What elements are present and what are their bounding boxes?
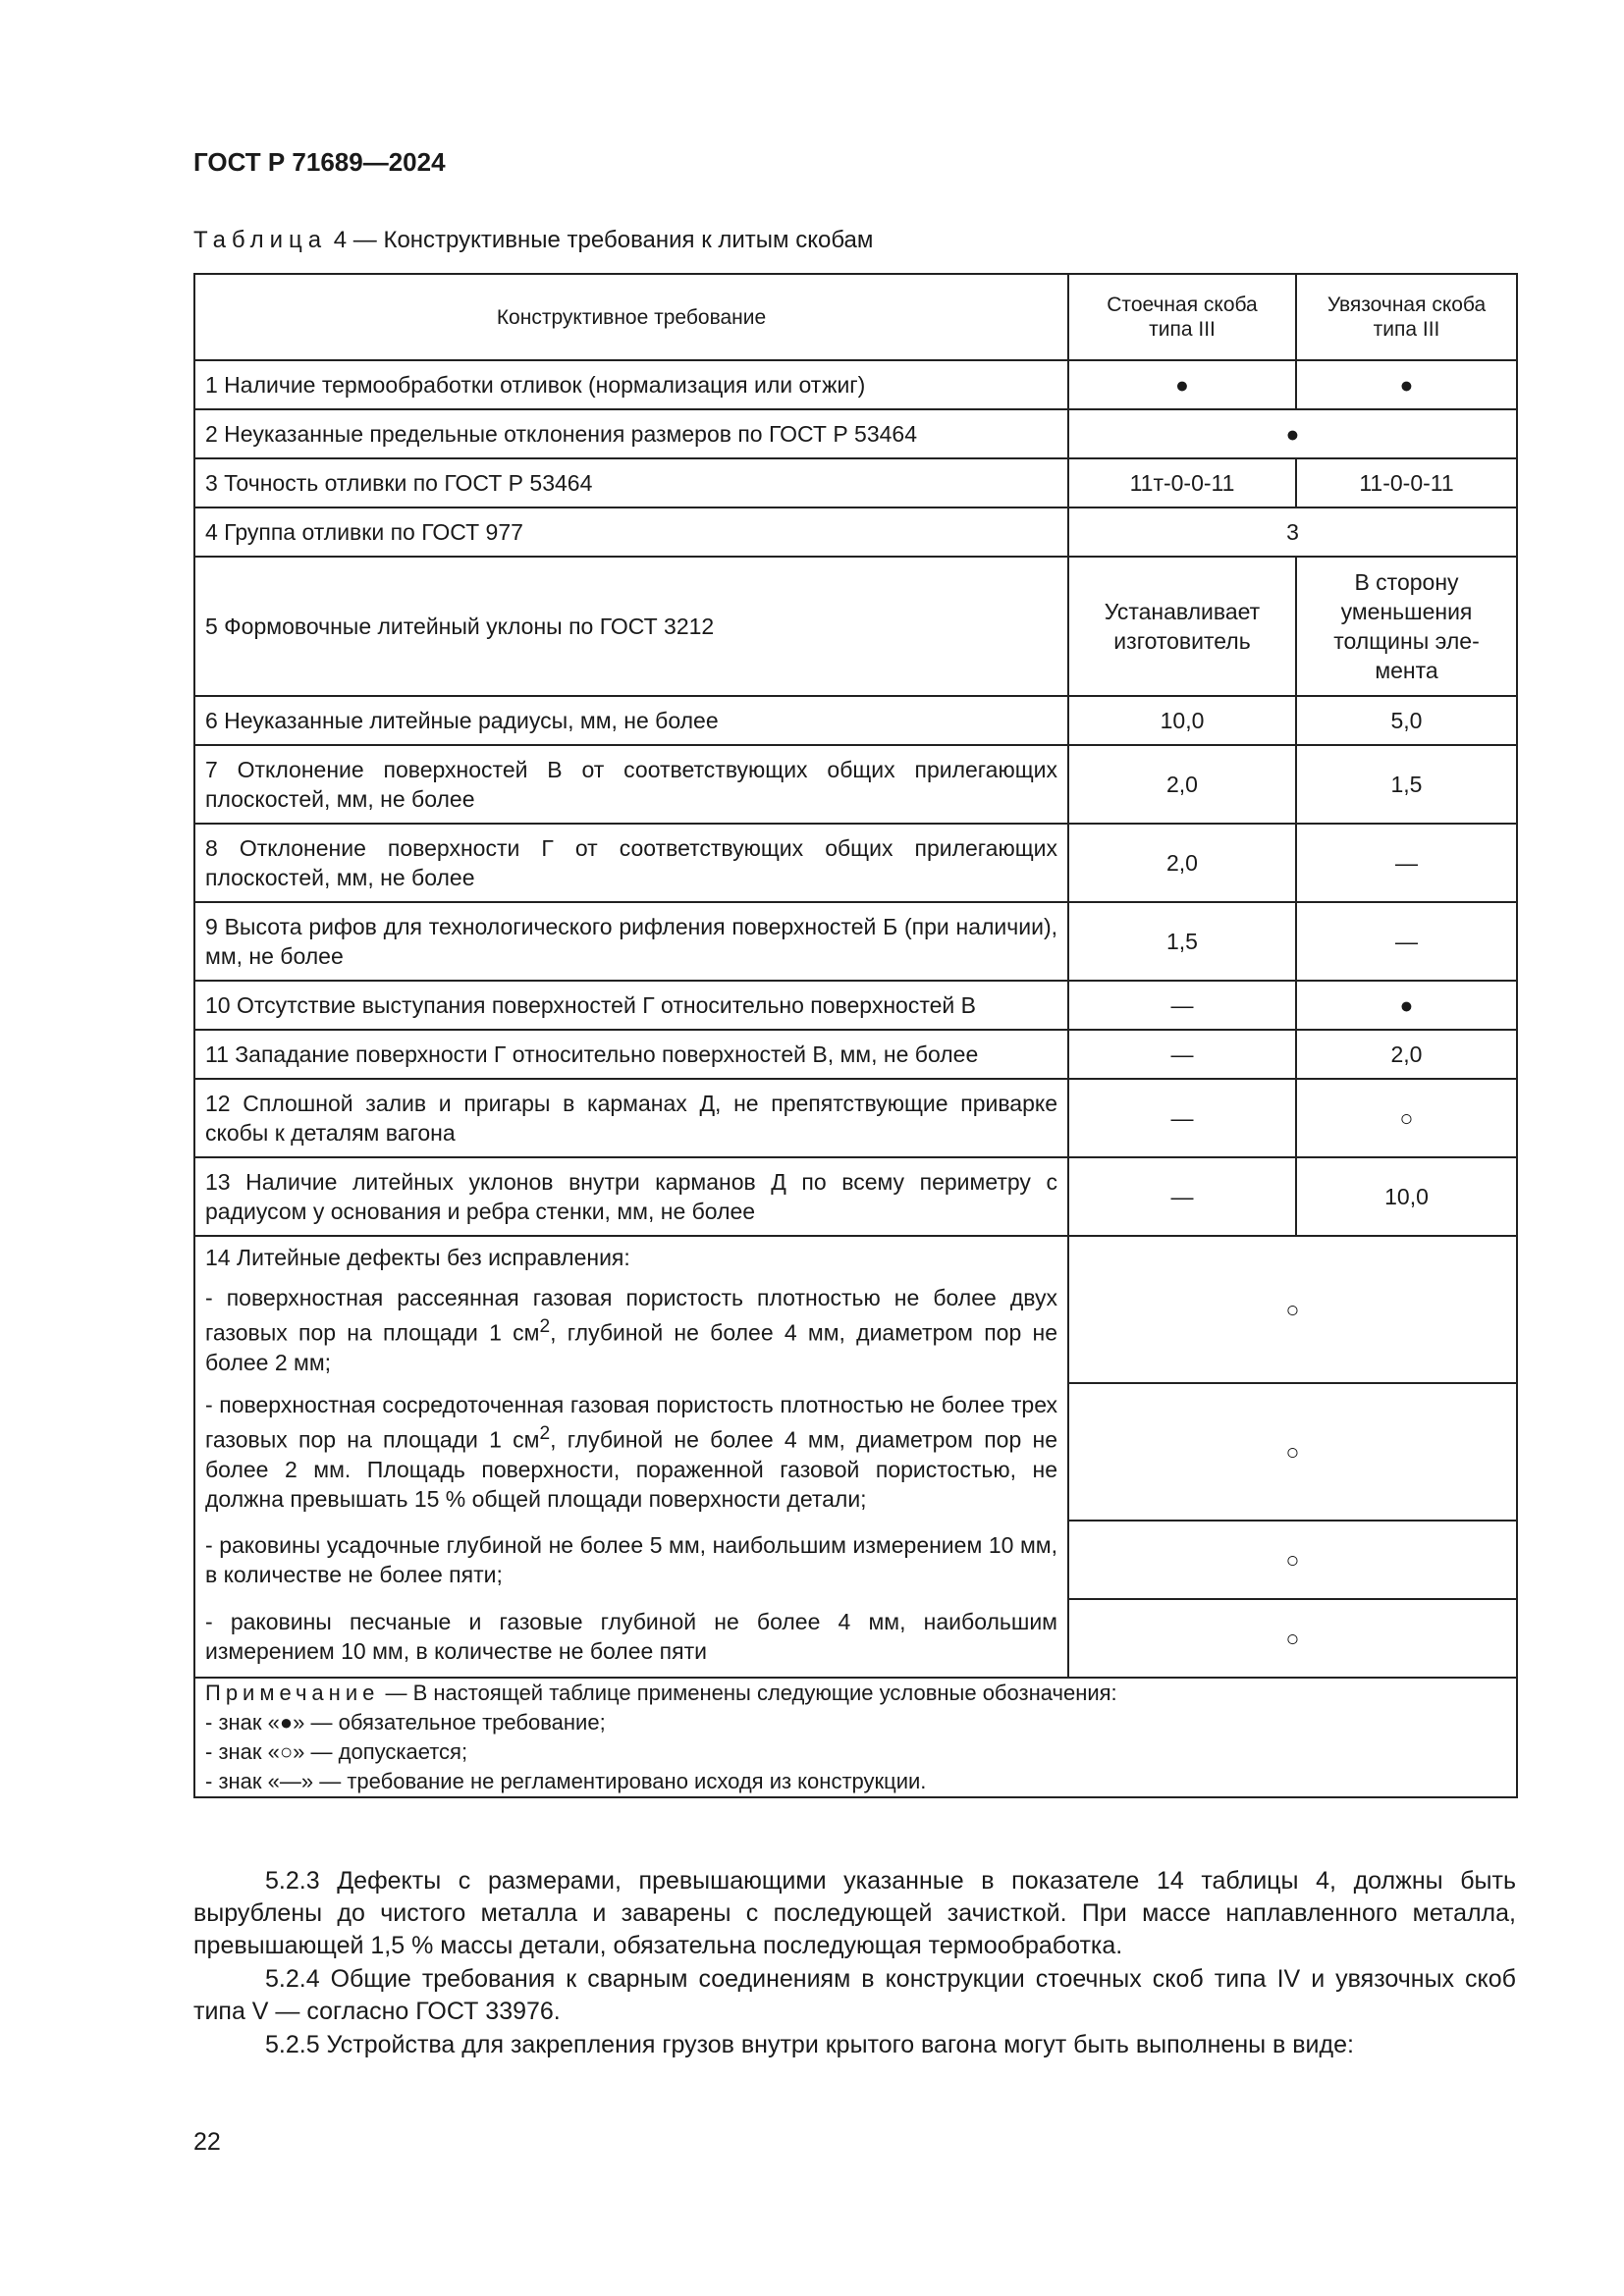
paragraph-5-2-4: 5.2.4 Общие требования к сварным соединениям в конструкции стоечных скоб типа IV и увязочных скоб типа V — согласно ГОСТ 33976. [193, 1965, 1516, 2025]
row-value-col2: — [1296, 902, 1517, 981]
row-value-merged: ● [1068, 409, 1517, 458]
table-note [194, 1678, 1517, 1797]
row14-item-4: - раковины песчаные и газовые глубиной не более 4 мм, наибольшим измерением 10 мм, в количестве не более пяти [194, 1599, 1068, 1678]
table-row [194, 409, 1517, 458]
table-row [194, 507, 1517, 557]
table-row [194, 1030, 1517, 1079]
row-value-col2: 5,0 [1296, 696, 1517, 745]
row-value-col2: — [1296, 824, 1517, 902]
row-value-col1: 10,0 [1068, 696, 1296, 745]
row-value-col1: — [1068, 1157, 1296, 1236]
table-row [194, 824, 1517, 902]
header-col2: Увязочная скоба типа III [1296, 274, 1517, 360]
requirements-table [193, 273, 1518, 1798]
row-text: 13 Наличие литейных уклонов внутри карманов Д по всему периметру с радиусом у основания и ребра стенки, мм, не более [194, 1157, 1068, 1236]
table-row [194, 1521, 1517, 1599]
row-value-merged: 3 [1068, 507, 1517, 557]
row14-value-1: ○ [1068, 1236, 1517, 1383]
paragraph-5-2-5: 5.2.5 Устройства для закрепления грузов внутри крытого вагона могут быть выполнены в виде: [265, 2031, 1354, 2058]
row-value-col1: 1,5 [1068, 902, 1296, 981]
row-value-col2: ● [1296, 360, 1517, 409]
row-text: 11 Западание поверхности Г относительно поверхностей В, мм, не более [194, 1030, 1068, 1079]
row-value-col2: 10,0 [1296, 1157, 1517, 1236]
row14-value-2: ○ [1068, 1383, 1517, 1521]
row-text: 3 Точность отливки по ГОСТ Р 53464 [194, 458, 1068, 507]
table-row [194, 458, 1517, 507]
row14-item-3: - раковины усадочные глубиной не более 5 мм, наибольшим измерением 10 мм, в количестве не более пяти; [194, 1521, 1068, 1599]
row-text: 12 Сплошной залив и пригары в карманах Д, не препятствующие приварке скобы к деталям вагона [194, 1079, 1068, 1157]
row14-item-2: - поверхностная сосредоточенная газовая пористость плотностью не более трех газовых пор на площади 1 $см^2$, глубиной не более 4 мм, диаметром пор не более 2 мм. Площадь поверхности, пораженной газовой пористостью, не должна превышать 15 % общей площади поверхности детали; [194, 1383, 1068, 1521]
note-label: Примечание [205, 1681, 380, 1705]
row-text: 2 Неуказанные предельные отклонения размеров по ГОСТ Р 53464 [194, 409, 1068, 458]
table-row [194, 360, 1517, 409]
table-caption [193, 227, 873, 254]
document-header: ГОСТ Р 71689—2024 [193, 147, 446, 177]
paragraph-5-2-3: 5.2.3 Дефекты с размерами, превышающими указанные в показателе 14 таблицы 4, должны быть вырублены до чистого металла и заварены с последующей зачисткой. При массе наплавленного металла, превышающей 1,5 % массы детали, обязательна последующая термообработка. [193, 1867, 1516, 1959]
table-row [194, 1157, 1517, 1236]
table-caption-prefix: Таблица [193, 227, 328, 253]
row-value-col1: ● [1068, 360, 1296, 409]
row-value-col1: — [1068, 1079, 1296, 1157]
row-text: 7 Отклонение поверхностей В от соответствующих общих прилегающих плоскостей, мм, не более [194, 745, 1068, 824]
row-value-col1: — [1068, 1030, 1296, 1079]
note-line: - знак «—» — требование не регламентировано исходя из конструкции. [205, 1769, 927, 1793]
row-text: 4 Группа отливки по ГОСТ 977 [194, 507, 1068, 557]
row-text: 5 Формовочные литейный уклоны по ГОСТ 3212 [194, 557, 1068, 696]
page-number: 22 [193, 2128, 221, 2156]
row-value-col1: 2,0 [1068, 824, 1296, 902]
row14-title: 14 Литейные дефекты без исправления: [194, 1236, 1068, 1277]
table-row [194, 1383, 1517, 1521]
note-intro: — В настоящей таблице применены следующие условные обозначения: [379, 1681, 1117, 1705]
row-value-col2: 1,5 [1296, 745, 1517, 824]
row-value-col2: 11-0-0-11 [1296, 458, 1517, 507]
note-line: - знак «●» — обязательное требование; [205, 1710, 606, 1735]
row-value-col1: 2,0 [1068, 745, 1296, 824]
row-value-col1: 11т-0-0-11 [1068, 458, 1296, 507]
header-col1: Стоечная скоба типа III [1068, 274, 1296, 360]
note-line: - знак «○» — допускается; [205, 1739, 468, 1764]
row-text: 8 Отклонение поверхности Г от соответствующих общих прилегающих плоскостей, мм, не более [194, 824, 1068, 902]
row14-item-1: - поверхностная рассеянная газовая пористость плотностью не более двух газовых пор на площади 1 $см^2$, глубиной не более 4 мм, диаметром пор не более 2 мм; [194, 1277, 1068, 1383]
row-value-col2: ● [1296, 981, 1517, 1030]
row-text: 10 Отсутствие выступания поверхностей Г относительно поверхностей В [194, 981, 1068, 1030]
table-row [194, 557, 1517, 696]
row-text: 9 Высота рифов для технологического рифления поверхностей Б (при наличии), мм, не более [194, 902, 1068, 981]
row14-value-4: ○ [1068, 1599, 1517, 1678]
row-text: 6 Неуказанные литейные радиусы, мм, не более [194, 696, 1068, 745]
table-row [194, 1599, 1517, 1678]
table-row [194, 1079, 1517, 1157]
table-row [194, 696, 1517, 745]
row-value-col1: Устанавливает изготовитель [1068, 557, 1296, 696]
row-value-col1: — [1068, 981, 1296, 1030]
header-requirement: Конструктивное требование [194, 274, 1068, 360]
row14-value-3: ○ [1068, 1521, 1517, 1599]
table-row [194, 981, 1517, 1030]
row-value-col2: В сторону уменьшения толщины эле-мента [1296, 557, 1517, 696]
row-value-col2: 2,0 [1296, 1030, 1517, 1079]
table-caption-text: 4 — Конструктивные требования к литым скобам [327, 227, 874, 253]
row-text: 1 Наличие термообработки отливок (нормализация или отжиг) [194, 360, 1068, 409]
table-row [194, 1236, 1517, 1277]
table-row [194, 902, 1517, 981]
table-row [194, 745, 1517, 824]
table-note-row [194, 1678, 1517, 1797]
row-value-col2: ○ [1296, 1079, 1517, 1157]
